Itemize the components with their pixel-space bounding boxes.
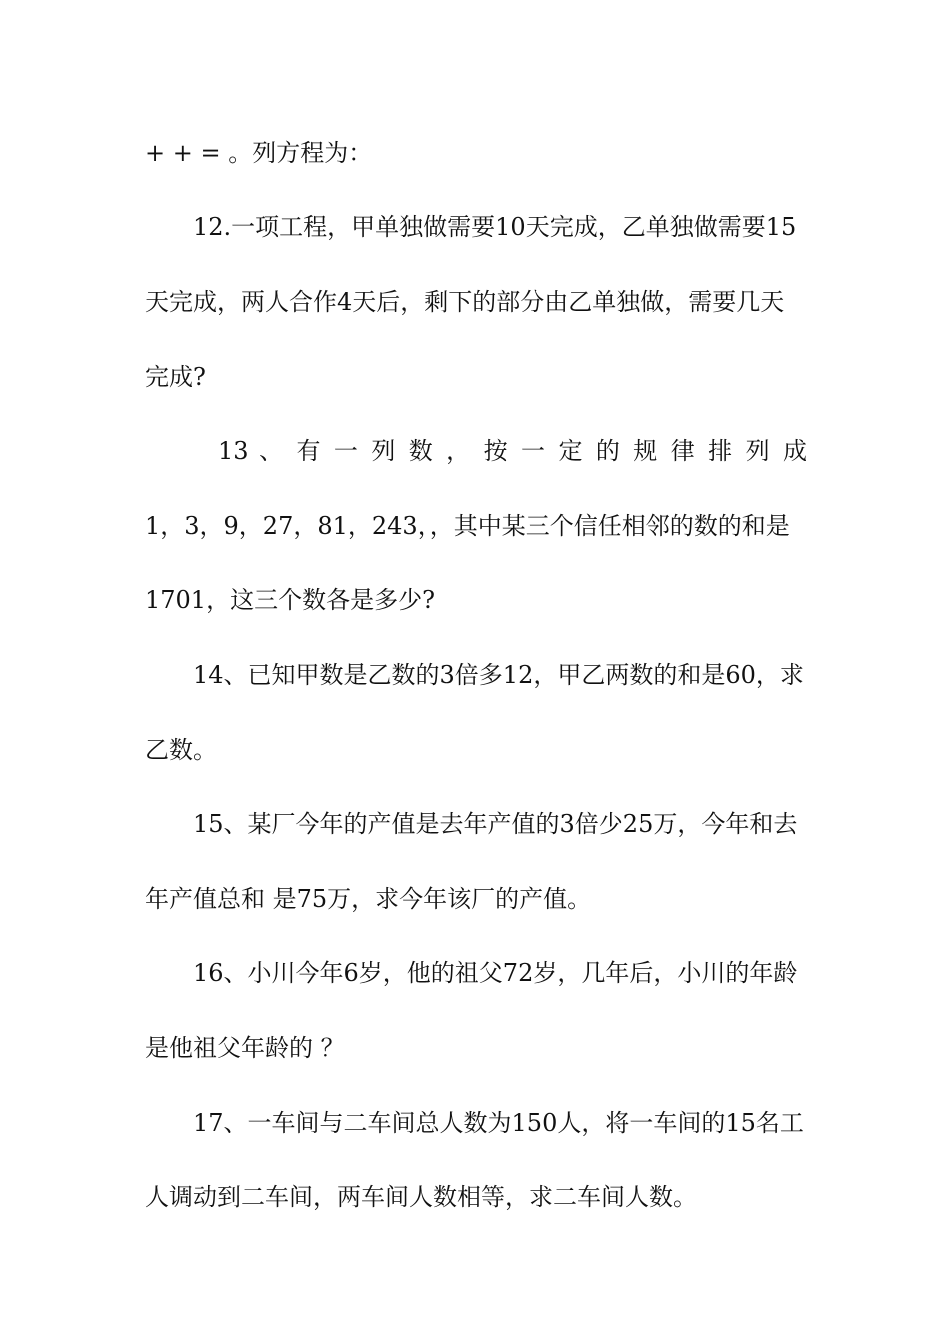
text-line-equation-prompt: + + = 。列方程为： [145,139,373,167]
problem-12-line-3: 完成? [145,363,206,391]
problem-13-line-3: 1701，这三个数各是多少? [145,586,435,614]
problem-14-line-1: 14、已知甲数是乙数的3倍多12，甲乙两数的和是60，求 [193,661,804,689]
problem-13-line-2: 1，3，9，27，81，243，，其中某三个信任相邻的数的和是 [145,512,790,540]
problem-12-line-2: 天完成，两人合作4天后，剩下的部分由乙单独做，需要几天 [145,288,785,316]
problem-15-line-2: 年产值总和 是75万，求今年该厂的产值。 [145,885,592,913]
problem-16-line-2: 是他祖父年龄的 ？ [145,1034,345,1062]
problem-13-line-1: 13 、 有 一 列 数 ， 按 一 定 的 规 律 排 列 成 [218,437,807,465]
problem-12-line-1: 12.一项工程，甲单独做需要10天完成，乙单独做需要15 [193,213,797,241]
problem-17-line-2: 人调动到二车间，两车间人数相等，求二车间人数。 [145,1183,697,1211]
problem-14-line-2: 乙数。 [145,736,217,764]
problem-16-line-1: 16、小川今年6岁，他的祖父72岁，几年后，小川的年龄 [193,959,798,987]
problem-17-line-1: 17、一车间与二车间总人数为150人，将一车间的15名工 [193,1109,804,1137]
problem-15-line-1: 15、某厂今年的产值是去年产值的3倍少25万，今年和去 [193,810,798,838]
